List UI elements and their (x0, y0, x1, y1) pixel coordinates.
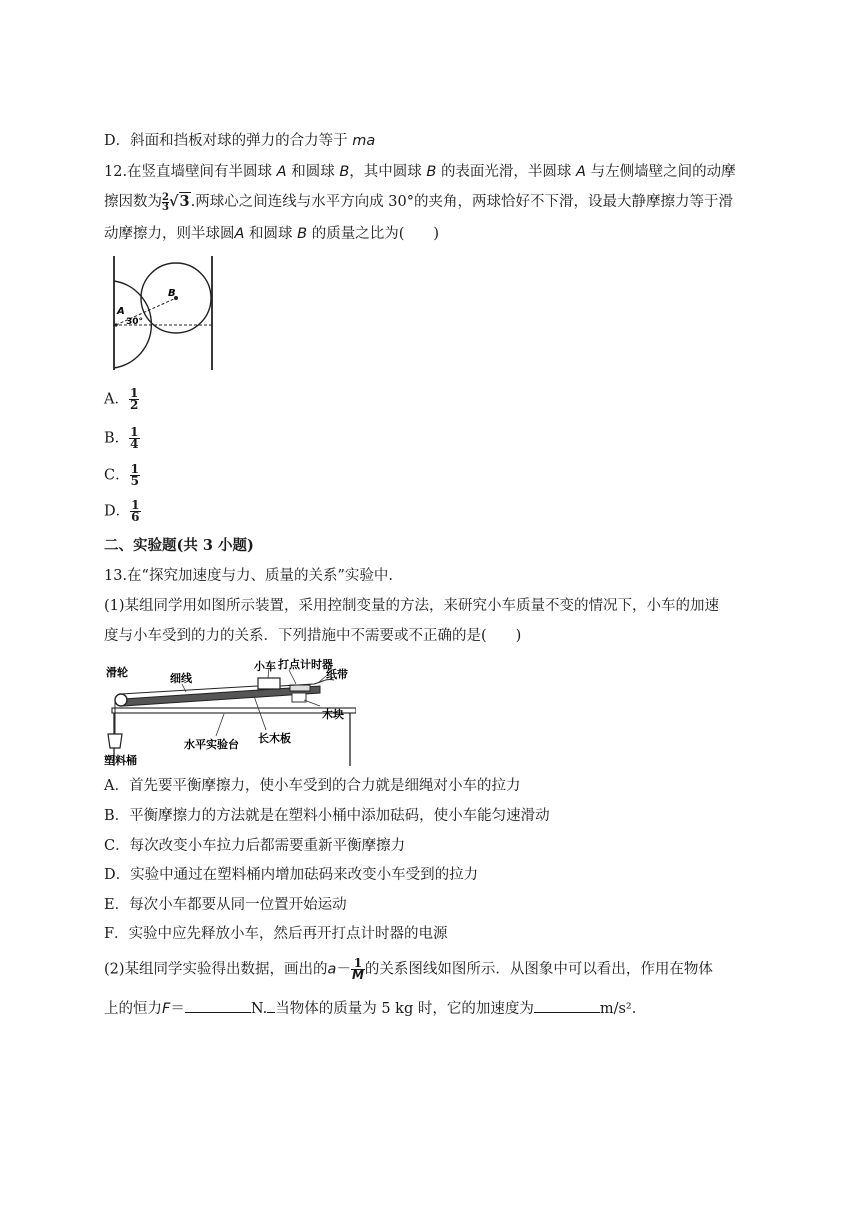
fraction-denominator: M (351, 968, 364, 982)
var-a: A (234, 226, 245, 242)
cart (258, 678, 280, 689)
text: 12.在竖直墙壁间有半圆球 (104, 164, 273, 180)
fraction-numerator: 1 (129, 386, 139, 400)
option-fraction (130, 500, 140, 523)
option-letter: A． (104, 391, 129, 408)
text: (2)某组同学实验得出数据，画出的 (104, 961, 328, 978)
label-table: 水平实验台 (184, 738, 239, 751)
var-b: B (339, 164, 350, 180)
var-f: F (162, 1001, 171, 1017)
q13-apparatus-figure (104, 656, 356, 768)
q13-option-e (104, 895, 347, 915)
fraction-numerator: 1 (351, 958, 365, 970)
square-root: √3 (168, 193, 190, 210)
section-title: 二、实验题(共 3 小题) (104, 537, 254, 554)
fraction-numerator: 1 (131, 498, 140, 512)
wood-block (292, 693, 306, 702)
fraction-denominator: 3 (162, 201, 169, 213)
var-b: B (426, 164, 437, 180)
label-a: A (117, 306, 125, 317)
text: 上的恒力 (104, 1001, 162, 1017)
option-fraction (129, 427, 139, 450)
leader-line (318, 676, 326, 683)
inverse-mass-fraction (351, 958, 365, 981)
var-a: A (576, 164, 586, 180)
option-text: 首先要平衡摩擦力，使小车受到的合力就是细绳对小车的拉力 (128, 778, 521, 794)
option-letter: F． (104, 926, 129, 942)
label-pulley: 滑轮 (106, 666, 128, 679)
answer-blank-acceleration[interactable] (534, 998, 600, 1013)
fraction-denominator: 4 (130, 437, 139, 451)
label-cart: 小车 (254, 660, 276, 673)
friction-coefficient-fraction (162, 193, 169, 212)
equals-sign: ＝ (170, 1001, 185, 1017)
timer (290, 685, 310, 691)
center-a-dot (114, 323, 117, 326)
text: 的表面光滑，半圆球 (440, 164, 572, 180)
option-fraction (129, 388, 139, 411)
option-text: 平衡摩擦力的方法就是在塑料小桶中添加砝码，使小车能匀速滑动 (129, 808, 550, 824)
leader-line (304, 700, 320, 706)
q13-option-c (104, 836, 405, 856)
label-bucket: 塑料桶 (104, 754, 137, 767)
text: 的质量之比为( ) (311, 226, 440, 242)
q12-stem-line-1 (104, 162, 736, 182)
unit-newton: N. (250, 1001, 268, 1017)
q13-option-a (104, 776, 520, 796)
leader-line (216, 714, 224, 736)
q12-option-d (104, 500, 141, 523)
text: 当物体的质量为 5 kg 时，它的加速度为 (275, 1001, 534, 1017)
radicand: 3 (179, 193, 190, 210)
label-block: 木块 (322, 708, 344, 721)
answer-blank-force[interactable] (185, 998, 251, 1013)
variable-ma: ma (352, 133, 376, 149)
q12-option-b (104, 427, 140, 450)
label-board: 长木板 (258, 732, 291, 745)
table-top (112, 708, 356, 713)
q13-part2-line-1 (104, 958, 713, 981)
option-fraction (130, 464, 140, 487)
text: 和圆球 (291, 164, 335, 180)
q13-part1-line-1: (1)某组同学用如图所示装置，采用控制变量的方法，来研究小车质量不变的情况下，小车的加速 (104, 598, 720, 614)
option-letter: D． (104, 867, 131, 883)
option-letter: C． (104, 467, 130, 484)
var-a: a (327, 961, 337, 978)
text: 和圆球 (249, 226, 293, 242)
fraction-denominator: 2 (129, 398, 139, 412)
text: .两球心之间连线与水平方向成 30°的夹角，两球恰好不下滑，设最大静摩擦力等于滑 (190, 194, 734, 210)
minus-sign: － (336, 961, 351, 978)
q13-intro: 13.在“探究加速度与力、质量的关系”实验中. (104, 568, 393, 584)
fraction-denominator: 6 (131, 510, 140, 524)
q12-stem-line-2 (104, 192, 733, 212)
unit-acceleration: m/s². (599, 1001, 637, 1017)
var-a: A (276, 164, 287, 180)
text: ，其中圆球 (349, 164, 422, 180)
fraction-numerator: 2 (162, 191, 169, 203)
label-tape: 纸带 (326, 668, 348, 681)
option-letter: A． (104, 778, 129, 794)
option-letter: E． (104, 897, 130, 913)
q11-option-d (104, 131, 375, 151)
option-text: 实验中应先释放小车，然后再开打点计时器的电源 (128, 926, 448, 942)
q12-stem-line-3 (104, 224, 439, 244)
var-b: B (297, 226, 308, 242)
q12-option-c (104, 464, 140, 487)
q13-option-d (104, 865, 478, 885)
label-string: 细线 (170, 672, 192, 685)
q13-option-f (104, 924, 448, 944)
fraction-numerator: 1 (130, 462, 139, 476)
option-letter: D． (104, 503, 131, 520)
q13-part2-line-2 (104, 998, 636, 1019)
leader-line (289, 670, 296, 684)
label-b: B (168, 288, 176, 299)
fraction-denominator: 5 (130, 474, 139, 488)
q12-spheres-figure (108, 254, 218, 372)
angle-label: 30° (126, 317, 144, 327)
bucket (108, 734, 122, 748)
text: 擦因数为 (104, 194, 162, 210)
label-timer: 打点计时器 (278, 658, 333, 671)
text: 的关系图线如图所示．从图象中可以看出，作用在物体 (364, 961, 713, 978)
q13-option-b (104, 806, 550, 826)
option-letter: B． (104, 430, 130, 447)
option-letter: B． (104, 808, 130, 824)
option-text: 实验中通过在塑料桶内增加砝码来改变小车受到的拉力 (130, 867, 479, 883)
text: 与左侧墙壁之间的动摩 (590, 164, 736, 180)
pulley-wheel (115, 694, 127, 706)
option-letter: D． (104, 133, 131, 149)
option-text: 每次改变小车拉力后都需要重新平衡摩擦力 (129, 838, 406, 854)
option-text: 每次小车都要从同一位置开始运动 (129, 897, 347, 913)
option-text: 斜面和挡板对球的弹力的合力等于 (130, 133, 348, 149)
option-letter: C． (104, 838, 130, 854)
fraction-numerator: 1 (130, 425, 139, 439)
q13-part1-line-2: 度与小车受到的力的关系．下列措施中不需要或不正确的是( ) (104, 628, 522, 644)
text: 动摩擦力，则半球圆 (104, 226, 235, 242)
q12-option-a (104, 388, 139, 411)
